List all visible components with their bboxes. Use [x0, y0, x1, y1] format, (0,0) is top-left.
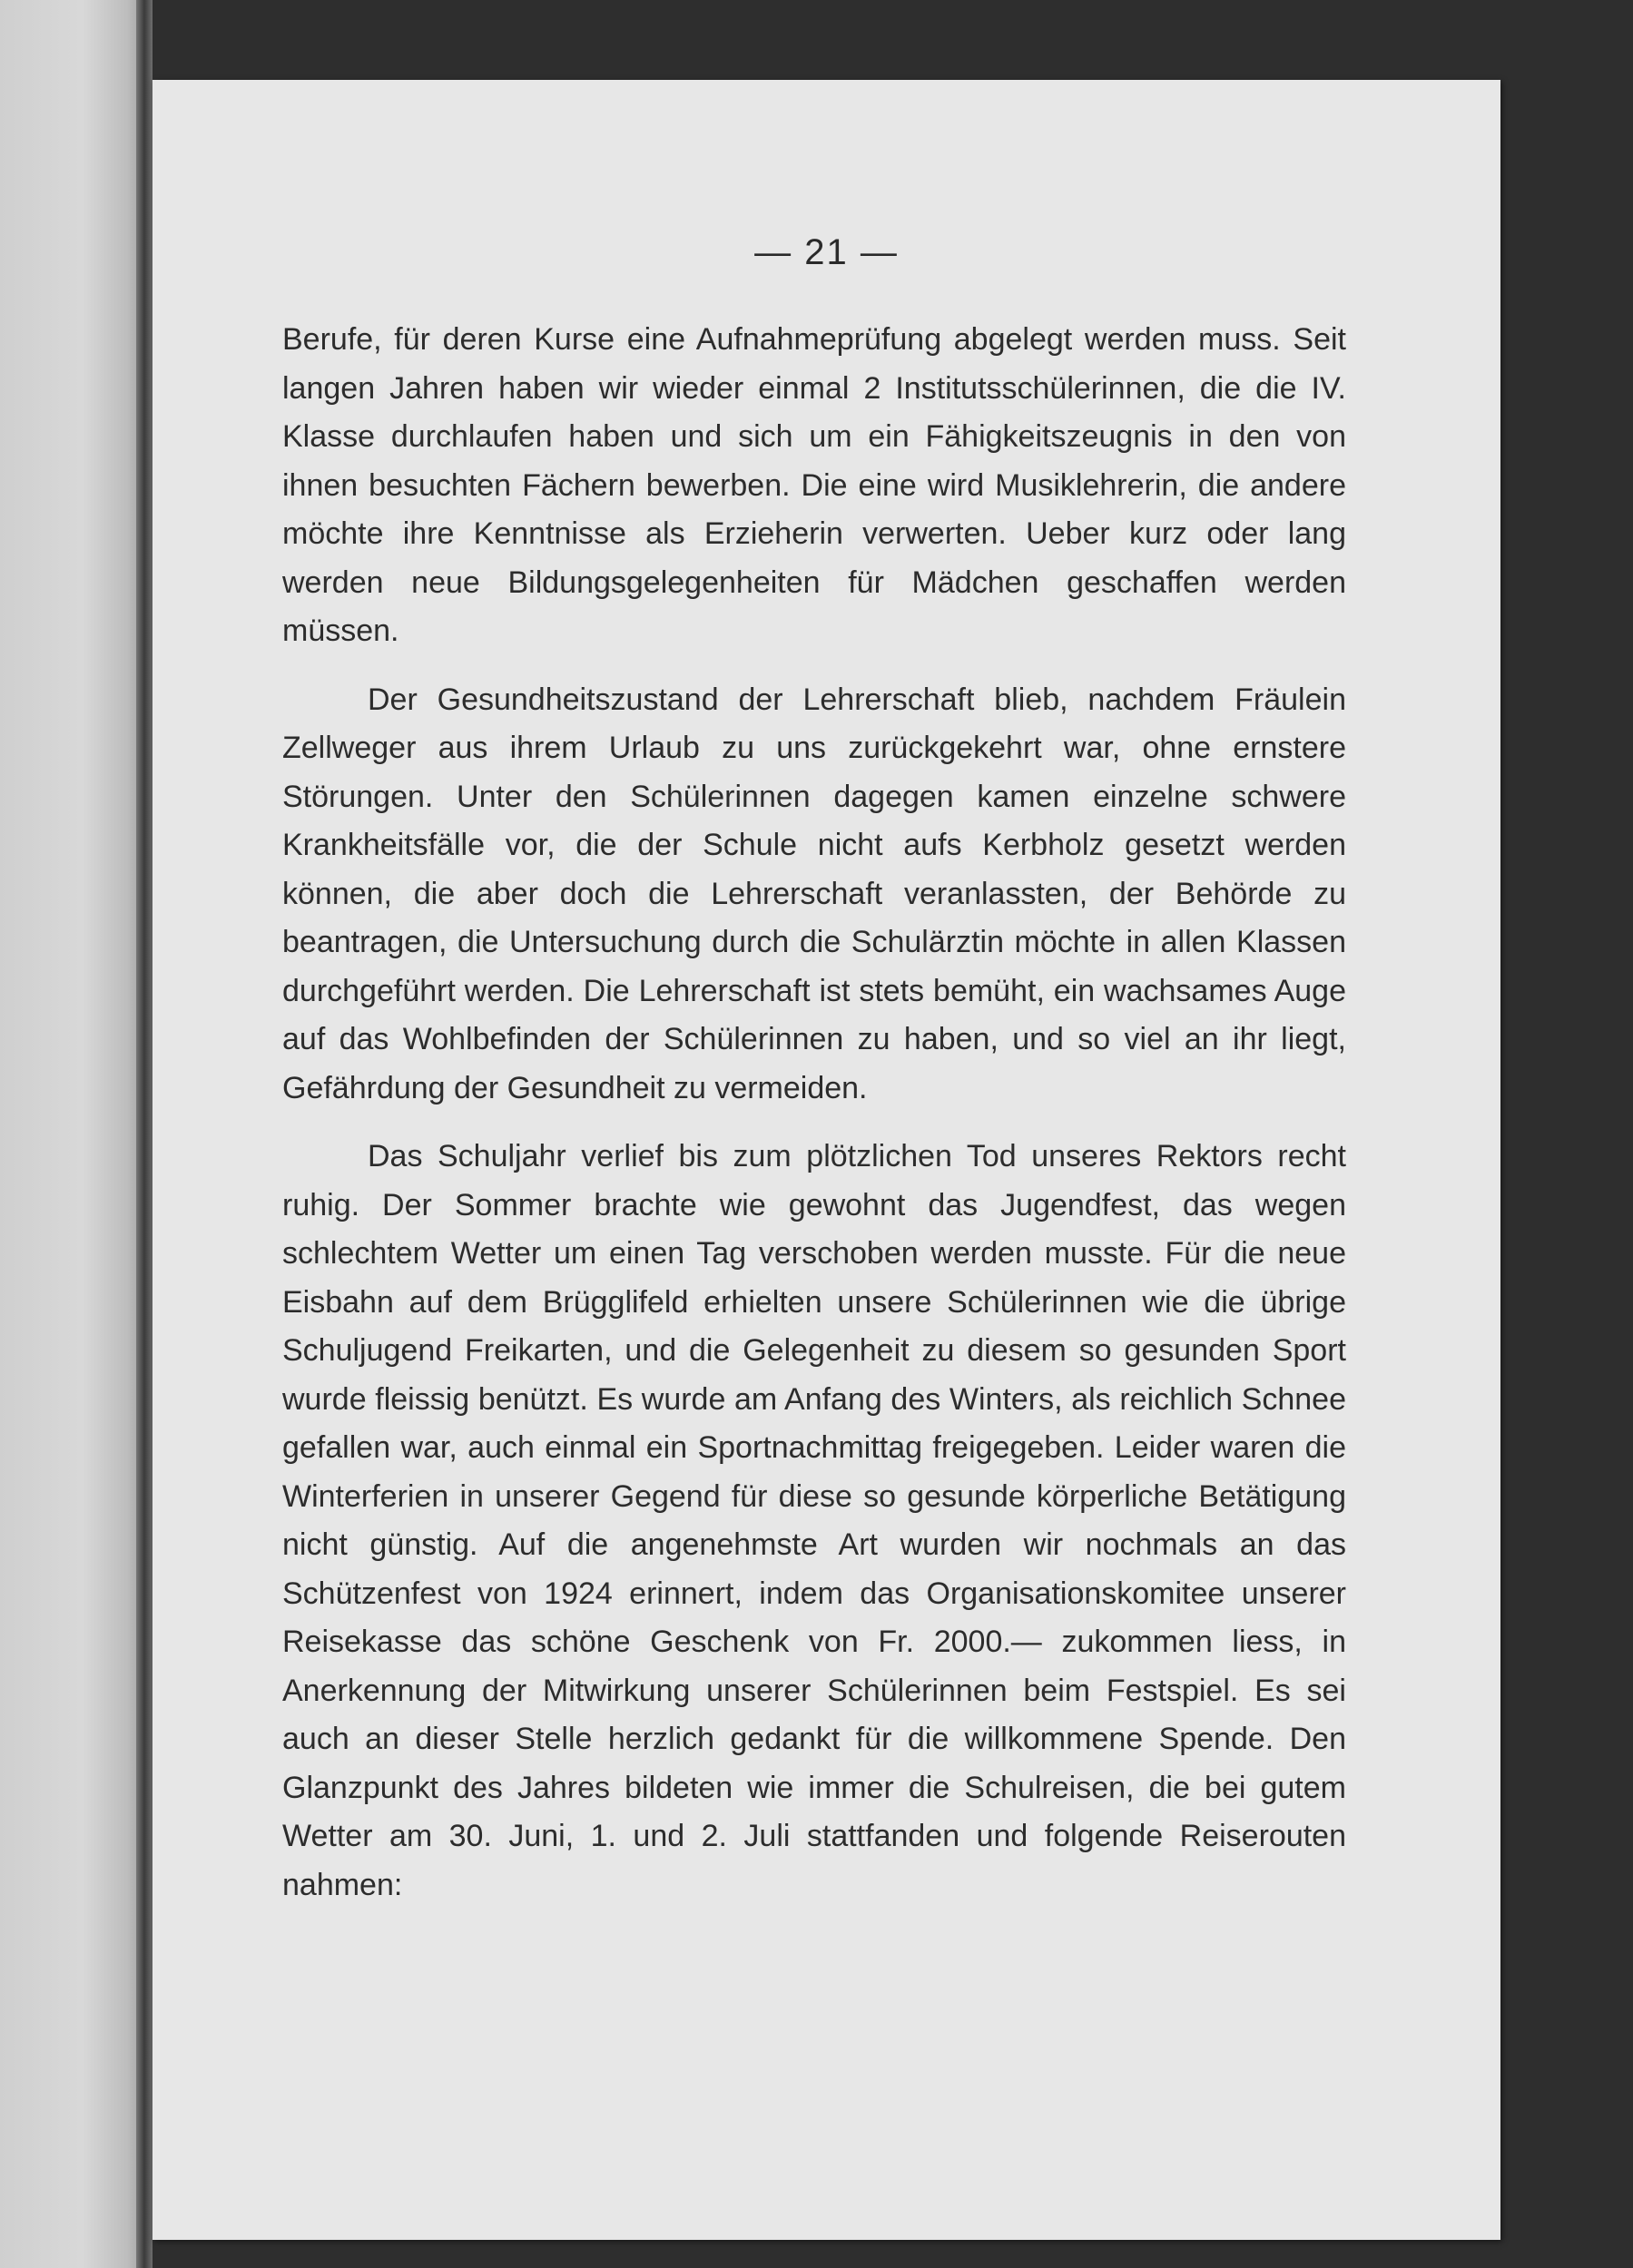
facing-page-edge: [0, 0, 150, 2268]
body-text: [282, 316, 1346, 1929]
book-page: [152, 80, 1500, 2240]
book-gutter: [136, 0, 152, 2268]
paragraph-3: Das Schuljahr verlief bis zum plötzlichen Tod unseres Rektors recht ruhig. Der Sommer brachte wie gewohnt das Jugendfest, das wegen schlechtem Wetter um einen Tag verschoben werden musste. Für die neue Eisbahn auf dem Brügglifeld erhielten unsere Schülerinnen wie die übrige Schuljugend Freikarten, und die Gelegenheit zu diesem so gesunden Sport wurde fleissig benützt. Es wurde am Anfang des Winters, als reichlich Schnee gefallen war, auch einmal ein Sportnachmittag freigegeben. Leider waren die Winterferien in unserer Gegend für diese so gesunde körperliche Betätigung nicht günstig. Auf die angenehmste Art wurden wir nochmals an das Schützenfest von 1924 erinnert, indem das Organisationskomitee unserer Reisekasse das schöne Geschenk von Fr. 2000.— zukommen liess, in Anerkennung der Mitwirkung unserer Schülerinnen beim Festspiel. Es sei auch an dieser Stelle herzlich gedankt für die willkommene Spende. Den Glanzpunkt des Jahres bildeten wie immer die Schulreisen, die bei gutem Wetter am 30. Juni, 1. und 2. Juli stattfanden und folgende Reiserouten nahmen:: [282, 1139, 1346, 1902]
paragraph-1: Berufe, für deren Kurse eine Aufnahmeprüfung abgelegt werden muss. Seit langen Jahren haben wir wieder einmal 2 Institutsschülerinnen, die die IV. Klasse durchlaufen haben und sich um ein Fähigkeitszeugnis in den von ihnen besuchten Fächern bewerben. Die eine wird Musiklehrerin, die andere möchte ihre Kenntnisse als Erzieherin verwerten. Ueber kurz oder lang werden neue Bildungsgelegenheiten für Mädchen geschaffen werden müssen.: [282, 322, 1346, 648]
page-number: — 21 —: [754, 232, 899, 272]
paragraph-2: Der Gesundheitszustand der Lehrerschaft blieb, nachdem Fräulein Zellweger aus ihrem Urlaub zu uns zurückgekehrt war, ohne ernstere Störungen. Unter den Schülerinnen dagegen kamen einzelne schwere Krankheitsfälle vor, die der Schule nicht aufs Kerbholz gesetzt werden können, die aber doch die Lehrerschaft veranlassten, der Behörde zu beantragen, die Untersuchung durch die Schulärztin möchte in allen Klassen durchgeführt werden. Die Lehrerschaft ist stets bemüht, ein wachsames Auge auf das Wohlbefinden der Schülerinnen zu haben, und so viel an ihr liegt, Gefährdung der Gesundheit zu vermeiden.: [282, 682, 1346, 1105]
